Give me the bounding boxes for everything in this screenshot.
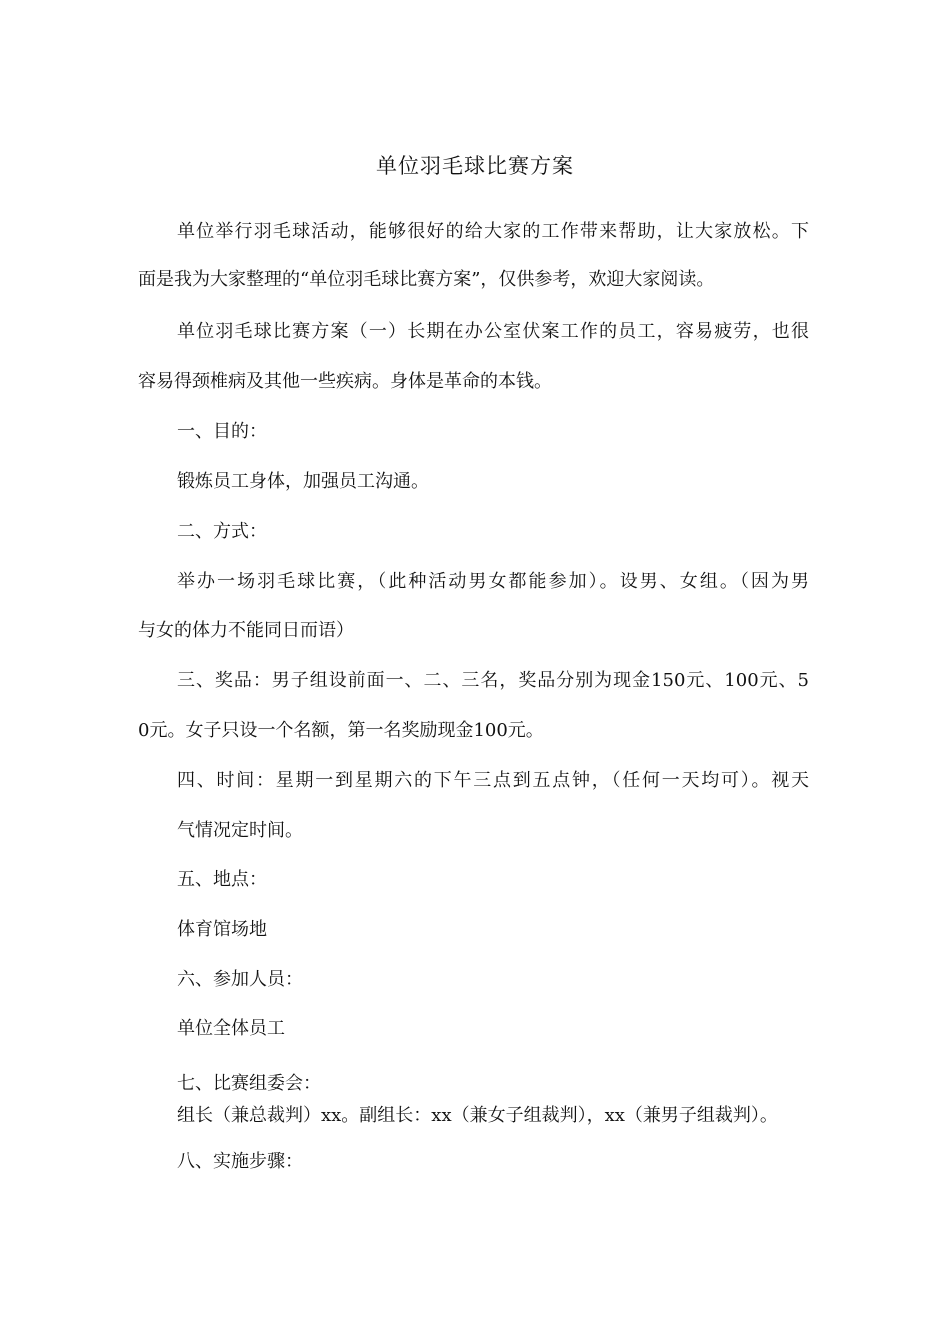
section-heading: 二、方式： bbox=[177, 521, 267, 542]
section-heading: 八、实施步骤： bbox=[177, 1151, 303, 1172]
section-heading: 一、目的： bbox=[177, 421, 267, 442]
paragraph-line: 与女的体力不能同日而语） bbox=[138, 620, 354, 641]
paragraph-line: 容易得颈椎病及其他一些疾病。身体是革命的本钱。 bbox=[138, 371, 552, 392]
section-heading: 七、比赛组委会： bbox=[177, 1073, 321, 1094]
paragraph-line: 0元。女子只设一个名额，第一名奖励现金100元。 bbox=[138, 720, 544, 741]
paragraph-line: 三、奖品：男子组设前面一、二、三名，奖品分别为现金150元、100元、5 bbox=[177, 670, 809, 691]
paragraph-line: 气情况定时间。 bbox=[177, 820, 303, 841]
document-title: 单位羽毛球比赛方案 bbox=[376, 154, 574, 178]
paragraph-line: 体育馆场地 bbox=[177, 919, 267, 940]
paragraph-line: 单位全体员工 bbox=[177, 1018, 285, 1039]
section-heading: 六、参加人员： bbox=[177, 969, 303, 990]
paragraph-line: 四、时间：星期一到星期六的下午三点到五点钟，（任何一天均可）。视天 bbox=[177, 770, 809, 791]
paragraph-line: 组长（兼总裁判）xx。副组长：xx（兼女子组裁判），xx（兼男子组裁判）。 bbox=[177, 1105, 778, 1126]
paragraph-line: 锻炼员工身体，加强员工沟通。 bbox=[177, 471, 429, 492]
paragraph-line: 单位羽毛球比赛方案（一）长期在办公室伏案工作的员工，容易疲劳，也很 bbox=[177, 321, 809, 342]
paragraph-line: 单位举行羽毛球活动，能够很好的给大家的工作带来帮助，让大家放松。下 bbox=[177, 221, 809, 242]
paragraph-line: 面是我为大家整理的“单位羽毛球比赛方案”，仅供参考，欢迎大家阅读。 bbox=[138, 269, 715, 290]
paragraph-line: 举办一场羽毛球比赛，（此种活动男女都能参加）。设男、女组。（因为男 bbox=[177, 571, 809, 592]
section-heading: 五、地点： bbox=[177, 869, 267, 890]
